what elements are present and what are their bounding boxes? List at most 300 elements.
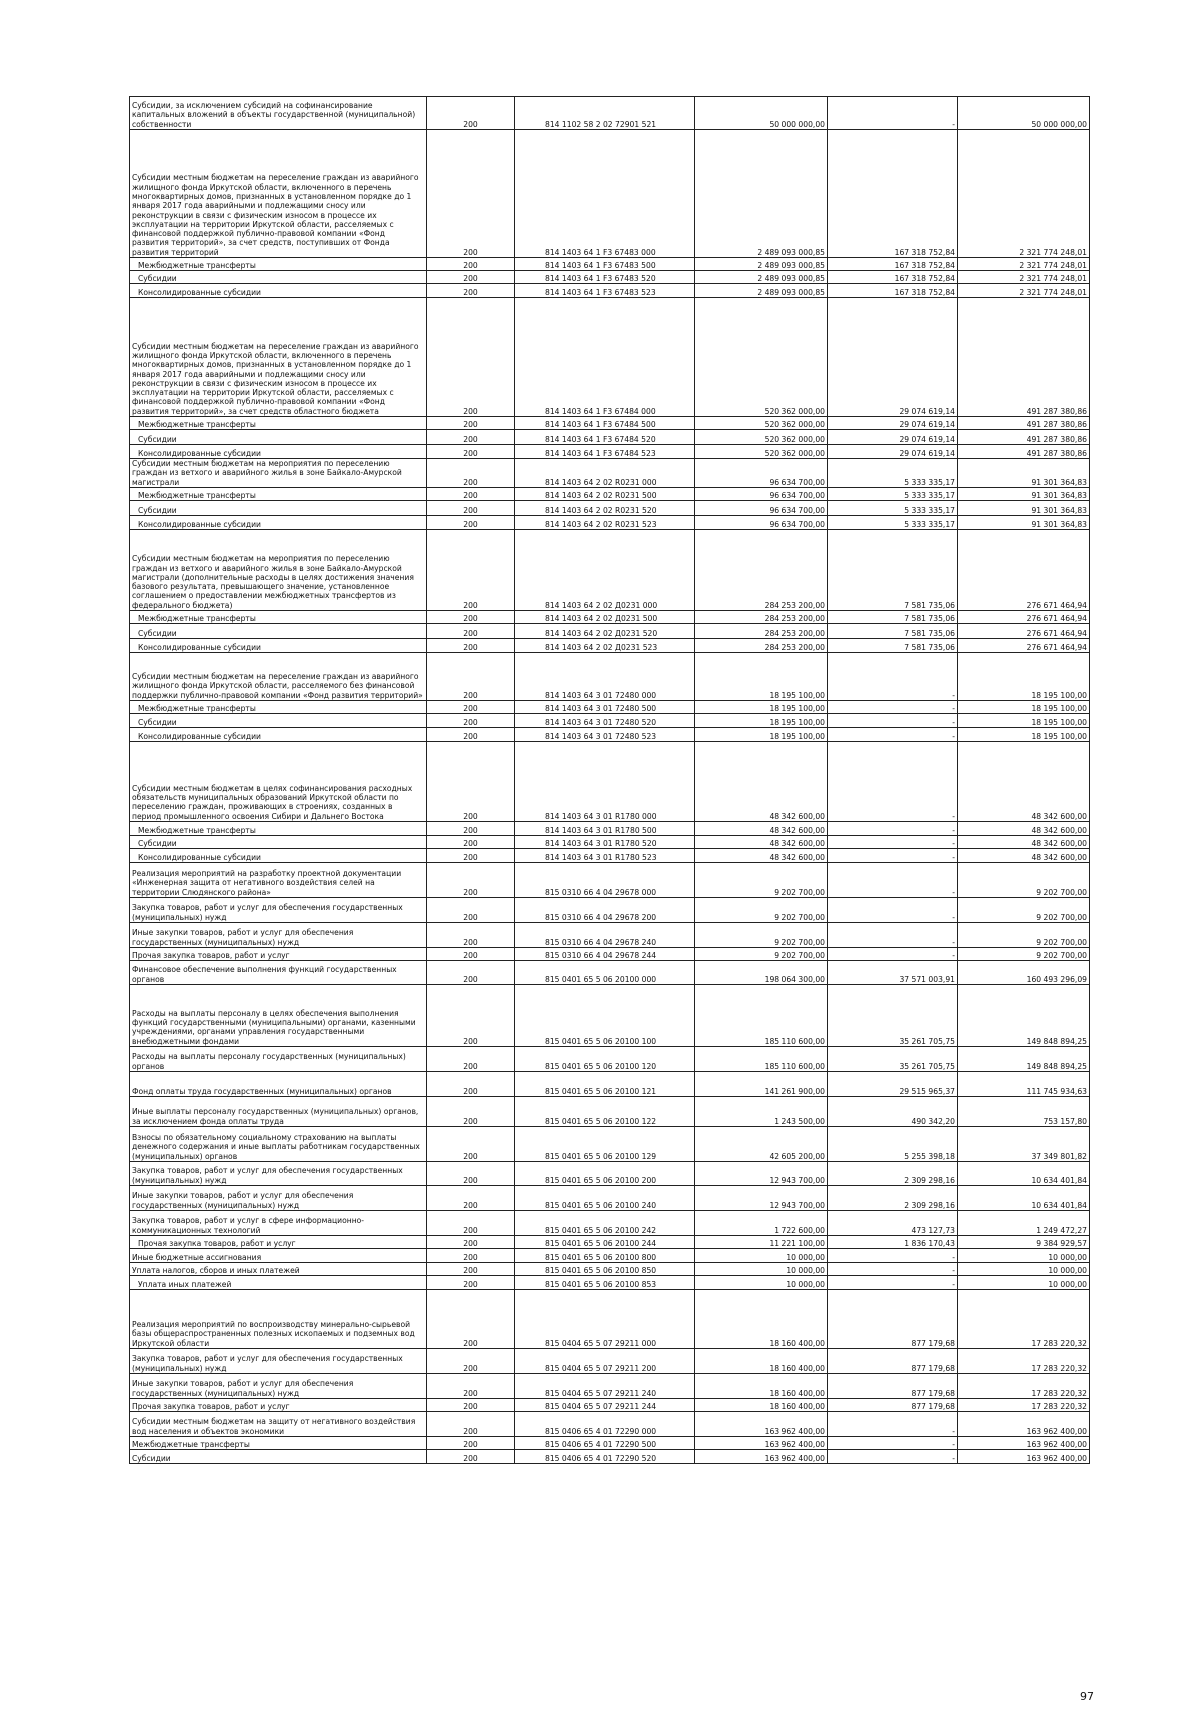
row-executed-amount: 29 074 619,14	[828, 445, 958, 459]
row-budget-classification-code: 814 1102 58 2 02 72901 521	[515, 97, 695, 130]
row-code: 200	[427, 130, 515, 258]
row-code: 200	[427, 1290, 515, 1349]
row-unexecuted-amount: 37 349 801,82	[958, 1127, 1090, 1162]
table-row	[130, 849, 1090, 863]
row-name: Межбюджетные трансферты	[130, 1437, 427, 1450]
row-executed-amount: 5 255 398,18	[828, 1127, 958, 1162]
row-unexecuted-amount: 50 000 000,00	[958, 97, 1090, 130]
row-name: Субсидии	[130, 430, 427, 445]
row-code: 200	[427, 516, 515, 530]
row-executed-amount: 7 581 735,06	[828, 624, 958, 639]
row-name: Реализация мероприятий на разработку проектной документации «Инженерная защита от негативного воздействия селей на территории Слюдянского района»	[130, 863, 427, 898]
table-row	[130, 258, 1090, 271]
row-budget-classification-code: 815 0404 65 5 07 29211 244	[515, 1399, 695, 1412]
row-code: 200	[427, 1399, 515, 1412]
row-code: 200	[427, 1047, 515, 1072]
row-code: 200	[427, 1263, 515, 1276]
row-unexecuted-amount: 10 000,00	[958, 1263, 1090, 1276]
table-row	[130, 948, 1090, 961]
row-code: 200	[427, 298, 515, 417]
row-budget-classification-code: 815 0406 65 4 01 72290 000	[515, 1412, 695, 1437]
row-executed-amount: 877 179,68	[828, 1374, 958, 1399]
row-code: 200	[427, 1349, 515, 1374]
row-unexecuted-amount: 9 384 929,57	[958, 1236, 1090, 1249]
row-approved-amount: 96 634 700,00	[695, 488, 828, 501]
row-code: 200	[427, 530, 515, 611]
row-budget-classification-code: 814 1403 64 1 F3 67484 000	[515, 298, 695, 417]
row-budget-classification-code: 814 1403 64 3 01 72480 500	[515, 701, 695, 714]
row-code: 200	[427, 985, 515, 1047]
row-code: 200	[427, 742, 515, 822]
row-executed-amount: 2 309 298,16	[828, 1186, 958, 1211]
row-name: Прочая закупка товаров, работ и услуг	[130, 948, 427, 961]
row-approved-amount: 284 253 200,00	[695, 611, 828, 624]
row-unexecuted-amount: 17 283 220,32	[958, 1349, 1090, 1374]
table-body	[130, 97, 1090, 1464]
row-name: Субсидии местным бюджетам на мероприятия по переселению граждан из ветхого и аварийного жилья в зоне Байкало-Амурской магистрали (дополнительные расходы в целях достижения значения базового результата, превышающего значение, установленное соглашением о предоставлении межбюджетных трансфертов из федерального бюджета)	[130, 530, 427, 611]
table-row	[130, 653, 1090, 701]
row-unexecuted-amount: 18 195 100,00	[958, 653, 1090, 701]
row-name: Закупка товаров, работ и услуг для обеспечения государственных (муниципальных) нужд	[130, 1349, 427, 1374]
row-budget-classification-code: 814 1403 64 3 01 R1780 523	[515, 849, 695, 863]
row-unexecuted-amount: 491 287 380,86	[958, 430, 1090, 445]
table-row	[130, 516, 1090, 530]
row-unexecuted-amount: 91 301 364,83	[958, 488, 1090, 501]
row-budget-classification-code: 814 1403 64 3 01 72480 000	[515, 653, 695, 701]
row-executed-amount: 1 836 170,43	[828, 1236, 958, 1249]
row-executed-amount: 2 309 298,16	[828, 1162, 958, 1186]
row-name: Межбюджетные трансферты	[130, 417, 427, 430]
row-budget-classification-code: 814 1403 64 2 02 Д0231 520	[515, 624, 695, 639]
row-unexecuted-amount: 18 195 100,00	[958, 701, 1090, 714]
row-executed-amount: -	[828, 742, 958, 822]
row-budget-classification-code: 815 0310 66 4 04 29678 244	[515, 948, 695, 961]
row-unexecuted-amount: 17 283 220,32	[958, 1374, 1090, 1399]
row-unexecuted-amount: 18 195 100,00	[958, 728, 1090, 742]
row-code: 200	[427, 501, 515, 516]
row-code: 200	[427, 1186, 515, 1211]
row-approved-amount: 12 943 700,00	[695, 1186, 828, 1211]
row-executed-amount: -	[828, 923, 958, 948]
row-name: Фонд оплаты труда государственных (муниципальных) органов	[130, 1072, 427, 1097]
row-executed-amount: -	[828, 822, 958, 836]
row-name: Закупка товаров, работ и услуг для обеспечения государственных (муниципальных) нужд	[130, 1162, 427, 1186]
table-row	[130, 1374, 1090, 1399]
row-budget-classification-code: 815 0404 65 5 07 29211 200	[515, 1349, 695, 1374]
row-name: Уплата налогов, сборов и иных платежей	[130, 1263, 427, 1276]
row-budget-classification-code: 814 1403 64 2 02 R0231 000	[515, 459, 695, 488]
row-budget-classification-code: 814 1403 64 1 F3 67484 500	[515, 417, 695, 430]
table-row	[130, 863, 1090, 898]
table-row	[130, 1249, 1090, 1263]
row-approved-amount: 2 489 093 000,85	[695, 130, 828, 258]
row-unexecuted-amount: 276 671 464,94	[958, 530, 1090, 611]
row-executed-amount: 473 127,73	[828, 1211, 958, 1236]
row-approved-amount: 42 605 200,00	[695, 1127, 828, 1162]
row-budget-classification-code: 814 1403 64 2 02 R0231 500	[515, 488, 695, 501]
table-row	[130, 624, 1090, 639]
row-name: Межбюджетные трансферты	[130, 258, 427, 271]
table-row	[130, 1349, 1090, 1374]
row-executed-amount: 877 179,68	[828, 1349, 958, 1374]
row-approved-amount: 96 634 700,00	[695, 516, 828, 530]
row-executed-amount: -	[828, 948, 958, 961]
table-row	[130, 923, 1090, 948]
row-name: Субсидии местным бюджетам в целях софинансирования расходных обязательств муниципальных образований Иркутской области по переселению граждан, проживающих в строениях, созданных в период промышленного освоения Сибири и Дальнего Востока	[130, 742, 427, 822]
row-budget-classification-code: 815 0401 65 5 06 20100 244	[515, 1236, 695, 1249]
row-unexecuted-amount: 17 283 220,32	[958, 1290, 1090, 1349]
row-executed-amount: 35 261 705,75	[828, 985, 958, 1047]
budget-execution-table	[129, 96, 1090, 1464]
row-budget-classification-code: 815 0401 65 5 06 20100 122	[515, 1097, 695, 1127]
row-name: Субсидии	[130, 624, 427, 639]
row-unexecuted-amount: 491 287 380,86	[958, 445, 1090, 459]
row-approved-amount: 50 000 000,00	[695, 97, 828, 130]
row-approved-amount: 18 195 100,00	[695, 728, 828, 742]
budget-report-page	[129, 96, 1089, 1464]
row-name: Консолидированные субсидии	[130, 284, 427, 298]
row-executed-amount: 7 581 735,06	[828, 530, 958, 611]
row-approved-amount: 198 064 300,00	[695, 961, 828, 985]
table-row	[130, 1263, 1090, 1276]
table-row	[130, 742, 1090, 822]
row-budget-classification-code: 815 0310 66 4 04 29678 000	[515, 863, 695, 898]
row-name: Иные закупки товаров, работ и услуг для обеспечения государственных (муниципальных) нужд	[130, 1186, 427, 1211]
row-budget-classification-code: 815 0401 65 5 06 20100 000	[515, 961, 695, 985]
row-executed-amount: -	[828, 898, 958, 923]
row-name: Иные бюджетные ассигнования	[130, 1249, 427, 1263]
row-unexecuted-amount: 9 202 700,00	[958, 898, 1090, 923]
row-code: 200	[427, 1211, 515, 1236]
row-executed-amount: 29 515 965,37	[828, 1072, 958, 1097]
row-unexecuted-amount: 48 342 600,00	[958, 742, 1090, 822]
row-executed-amount: 490 342,20	[828, 1097, 958, 1127]
row-code: 200	[427, 653, 515, 701]
row-unexecuted-amount: 10 000,00	[958, 1249, 1090, 1263]
row-unexecuted-amount: 91 301 364,83	[958, 459, 1090, 488]
table-row	[130, 488, 1090, 501]
table-row	[130, 1276, 1090, 1290]
row-name: Расходы на выплаты персоналу в целях обеспечения выполнения функций государственными (муниципальными) органами, казенными учреждениями, органами управления государственными внебюджетными фондами	[130, 985, 427, 1047]
row-code: 200	[427, 961, 515, 985]
row-approved-amount: 48 342 600,00	[695, 836, 828, 849]
row-approved-amount: 163 962 400,00	[695, 1437, 828, 1450]
row-budget-classification-code: 814 1403 64 3 01 72480 523	[515, 728, 695, 742]
table-row	[130, 1162, 1090, 1186]
row-budget-classification-code: 814 1403 64 1 F3 67483 500	[515, 258, 695, 271]
row-code: 200	[427, 417, 515, 430]
row-unexecuted-amount: 276 671 464,94	[958, 611, 1090, 624]
row-budget-classification-code: 815 0401 65 5 06 20100 800	[515, 1249, 695, 1263]
row-unexecuted-amount: 9 202 700,00	[958, 863, 1090, 898]
row-approved-amount: 9 202 700,00	[695, 863, 828, 898]
row-unexecuted-amount: 160 493 296,09	[958, 961, 1090, 985]
row-code: 200	[427, 639, 515, 653]
table-row	[130, 1211, 1090, 1236]
row-code: 200	[427, 445, 515, 459]
row-approved-amount: 9 202 700,00	[695, 948, 828, 961]
row-executed-amount: -	[828, 1263, 958, 1276]
row-name: Межбюджетные трансферты	[130, 822, 427, 836]
row-unexecuted-amount: 1 249 472,27	[958, 1211, 1090, 1236]
row-executed-amount: -	[828, 849, 958, 863]
row-code: 200	[427, 430, 515, 445]
row-code: 200	[427, 1450, 515, 1464]
table-row	[130, 714, 1090, 728]
row-approved-amount: 520 362 000,00	[695, 417, 828, 430]
table-row	[130, 1236, 1090, 1249]
row-budget-classification-code: 815 0401 65 5 06 20100 129	[515, 1127, 695, 1162]
row-code: 200	[427, 714, 515, 728]
row-executed-amount: 7 581 735,06	[828, 639, 958, 653]
row-approved-amount: 520 362 000,00	[695, 430, 828, 445]
table-row	[130, 284, 1090, 298]
row-name: Консолидированные субсидии	[130, 516, 427, 530]
row-budget-classification-code: 815 0310 66 4 04 29678 200	[515, 898, 695, 923]
row-name: Субсидии местным бюджетам на переселение граждан из аварийного жилищного фонда Иркутской области, расселяемого без финансовой поддержки публично-правовой компании «Фонд развития территорий»	[130, 653, 427, 701]
row-unexecuted-amount: 276 671 464,94	[958, 624, 1090, 639]
row-code: 200	[427, 459, 515, 488]
row-budget-classification-code: 815 0401 65 5 06 20100 240	[515, 1186, 695, 1211]
row-approved-amount: 2 489 093 000,85	[695, 258, 828, 271]
row-unexecuted-amount: 753 157,80	[958, 1097, 1090, 1127]
row-name: Субсидии, за исключением субсидий на софинансирование капитальных вложений в объекты государственной (муниципальной) собственности	[130, 97, 427, 130]
row-executed-amount: 29 074 619,14	[828, 417, 958, 430]
row-code: 200	[427, 836, 515, 849]
row-name: Уплата иных платежей	[130, 1276, 427, 1290]
row-approved-amount: 18 160 400,00	[695, 1399, 828, 1412]
row-executed-amount: 29 074 619,14	[828, 298, 958, 417]
table-row	[130, 430, 1090, 445]
row-unexecuted-amount: 149 848 894,25	[958, 985, 1090, 1047]
row-approved-amount: 18 160 400,00	[695, 1290, 828, 1349]
row-budget-classification-code: 814 1403 64 1 F3 67483 523	[515, 284, 695, 298]
row-approved-amount: 9 202 700,00	[695, 898, 828, 923]
row-approved-amount: 2 489 093 000,85	[695, 271, 828, 284]
table-row	[130, 1097, 1090, 1127]
row-unexecuted-amount: 18 195 100,00	[958, 714, 1090, 728]
row-budget-classification-code: 814 1403 64 1 F3 67483 000	[515, 130, 695, 258]
row-budget-classification-code: 815 0401 65 5 06 20100 200	[515, 1162, 695, 1186]
row-name: Закупка товаров, работ и услуг в сфере информационно-коммуникационных технологий	[130, 1211, 427, 1236]
row-code: 200	[427, 488, 515, 501]
row-approved-amount: 284 253 200,00	[695, 639, 828, 653]
row-executed-amount: -	[828, 97, 958, 130]
table-row	[130, 1412, 1090, 1437]
row-code: 200	[427, 1249, 515, 1263]
row-executed-amount: -	[828, 1276, 958, 1290]
row-executed-amount: -	[828, 653, 958, 701]
row-code: 200	[427, 948, 515, 961]
table-row	[130, 1186, 1090, 1211]
row-budget-classification-code: 814 1403 64 2 02 R0231 520	[515, 501, 695, 516]
row-executed-amount: 877 179,68	[828, 1290, 958, 1349]
row-approved-amount: 284 253 200,00	[695, 530, 828, 611]
table-row	[130, 130, 1090, 258]
row-code: 200	[427, 1097, 515, 1127]
row-code: 200	[427, 1437, 515, 1450]
table-row	[130, 445, 1090, 459]
row-code: 200	[427, 1236, 515, 1249]
table-row	[130, 1450, 1090, 1464]
row-approved-amount: 185 110 600,00	[695, 1047, 828, 1072]
row-budget-classification-code: 814 1403 64 2 02 R0231 523	[515, 516, 695, 530]
row-executed-amount: 5 333 335,17	[828, 459, 958, 488]
row-approved-amount: 18 195 100,00	[695, 701, 828, 714]
row-budget-classification-code: 815 0401 65 5 06 20100 850	[515, 1263, 695, 1276]
row-budget-classification-code: 814 1403 64 1 F3 67483 520	[515, 271, 695, 284]
row-executed-amount: -	[828, 1437, 958, 1450]
row-code: 200	[427, 898, 515, 923]
row-budget-classification-code: 814 1403 64 3 01 72480 520	[515, 714, 695, 728]
table-row	[130, 985, 1090, 1047]
row-name: Субсидии	[130, 501, 427, 516]
row-name: Иные выплаты персоналу государственных (муниципальных) органов, за исключением фонда оплаты труда	[130, 1097, 427, 1127]
row-code: 200	[427, 1374, 515, 1399]
row-budget-classification-code: 814 1403 64 2 02 Д0231 000	[515, 530, 695, 611]
row-approved-amount: 9 202 700,00	[695, 923, 828, 948]
table-row	[130, 459, 1090, 488]
row-budget-classification-code: 814 1403 64 3 01 R1780 520	[515, 836, 695, 849]
table-row	[130, 1072, 1090, 1097]
row-executed-amount: 167 318 752,84	[828, 258, 958, 271]
row-name: Закупка товаров, работ и услуг для обеспечения государственных (муниципальных) нужд	[130, 898, 427, 923]
row-unexecuted-amount: 2 321 774 248,01	[958, 271, 1090, 284]
row-unexecuted-amount: 163 962 400,00	[958, 1412, 1090, 1437]
row-unexecuted-amount: 10 000,00	[958, 1276, 1090, 1290]
row-executed-amount: 35 261 705,75	[828, 1047, 958, 1072]
row-approved-amount: 10 000,00	[695, 1263, 828, 1276]
row-name: Консолидированные субсидии	[130, 639, 427, 653]
row-name: Взносы по обязательному социальному страхованию на выплаты денежного содержания и иные выплаты работникам государственных (муниципальных) органов	[130, 1127, 427, 1162]
page-number: 97	[1080, 1690, 1094, 1703]
row-executed-amount: -	[828, 728, 958, 742]
row-name: Субсидии местным бюджетам на переселение граждан из аварийного жилищного фонда Иркутской области, включенного в перечень многоквартирных домов, признанных в установленном порядке до 1 января 2017 года аварийными и подлежащими сносу или реконструкции в связи с физическим износом в процессе их эксплуатации на территории Иркутской области, расселяемых с финансовой поддержкой публично-правовой компании «Фонд развития территорий», за счет средств, поступивших от Фонда развития территорий	[130, 130, 427, 258]
row-code: 200	[427, 1072, 515, 1097]
row-code: 200	[427, 728, 515, 742]
row-name: Межбюджетные трансферты	[130, 611, 427, 624]
table-row	[130, 1437, 1090, 1450]
table-row	[130, 1127, 1090, 1162]
table-row	[130, 271, 1090, 284]
row-approved-amount: 18 160 400,00	[695, 1349, 828, 1374]
row-approved-amount: 18 195 100,00	[695, 714, 828, 728]
row-unexecuted-amount: 2 321 774 248,01	[958, 284, 1090, 298]
table-row	[130, 898, 1090, 923]
row-approved-amount: 520 362 000,00	[695, 445, 828, 459]
row-executed-amount: -	[828, 836, 958, 849]
table-row	[130, 822, 1090, 836]
row-budget-classification-code: 815 0401 65 5 06 20100 242	[515, 1211, 695, 1236]
table-row	[130, 298, 1090, 417]
row-code: 200	[427, 849, 515, 863]
row-budget-classification-code: 815 0401 65 5 06 20100 120	[515, 1047, 695, 1072]
row-executed-amount: 7 581 735,06	[828, 611, 958, 624]
row-budget-classification-code: 814 1403 64 2 02 Д0231 500	[515, 611, 695, 624]
table-row	[130, 639, 1090, 653]
row-approved-amount: 141 261 900,00	[695, 1072, 828, 1097]
row-name: Субсидии	[130, 271, 427, 284]
row-unexecuted-amount: 163 962 400,00	[958, 1450, 1090, 1464]
row-approved-amount: 185 110 600,00	[695, 985, 828, 1047]
row-approved-amount: 10 000,00	[695, 1276, 828, 1290]
row-approved-amount: 10 000,00	[695, 1249, 828, 1263]
row-approved-amount: 1 243 500,00	[695, 1097, 828, 1127]
row-approved-amount: 18 195 100,00	[695, 653, 828, 701]
row-executed-amount: 37 571 003,91	[828, 961, 958, 985]
row-budget-classification-code: 815 0310 66 4 04 29678 240	[515, 923, 695, 948]
row-unexecuted-amount: 17 283 220,32	[958, 1399, 1090, 1412]
row-unexecuted-amount: 491 287 380,86	[958, 298, 1090, 417]
row-approved-amount: 2 489 093 000,85	[695, 284, 828, 298]
row-name: Прочая закупка товаров, работ и услуг	[130, 1236, 427, 1249]
row-executed-amount: -	[828, 701, 958, 714]
table-row	[130, 701, 1090, 714]
row-approved-amount: 48 342 600,00	[695, 822, 828, 836]
row-approved-amount: 48 342 600,00	[695, 849, 828, 863]
row-approved-amount: 163 962 400,00	[695, 1412, 828, 1437]
row-unexecuted-amount: 48 342 600,00	[958, 836, 1090, 849]
row-name: Консолидированные субсидии	[130, 445, 427, 459]
row-name: Финансовое обеспечение выполнения функций государственных органов	[130, 961, 427, 985]
row-approved-amount: 96 634 700,00	[695, 459, 828, 488]
row-executed-amount: 5 333 335,17	[828, 516, 958, 530]
row-unexecuted-amount: 111 745 934,63	[958, 1072, 1090, 1097]
row-unexecuted-amount: 2 321 774 248,01	[958, 130, 1090, 258]
row-code: 200	[427, 1162, 515, 1186]
row-name: Межбюджетные трансферты	[130, 701, 427, 714]
row-budget-classification-code: 814 1403 64 3 01 R1780 000	[515, 742, 695, 822]
row-name: Субсидии местным бюджетам на защиту от негативного воздействия вод населения и объектов экономики	[130, 1412, 427, 1437]
row-approved-amount: 1 722 600,00	[695, 1211, 828, 1236]
row-name: Иные закупки товаров, работ и услуг для обеспечения государственных (муниципальных) нужд	[130, 1374, 427, 1399]
row-executed-amount: 5 333 335,17	[828, 488, 958, 501]
row-approved-amount: 520 362 000,00	[695, 298, 828, 417]
row-executed-amount: 167 318 752,84	[828, 130, 958, 258]
row-executed-amount: 167 318 752,84	[828, 284, 958, 298]
row-executed-amount: -	[828, 863, 958, 898]
row-executed-amount: -	[828, 1450, 958, 1464]
row-code: 200	[427, 822, 515, 836]
row-unexecuted-amount: 91 301 364,83	[958, 516, 1090, 530]
row-budget-classification-code: 815 0404 65 5 07 29211 000	[515, 1290, 695, 1349]
row-code: 200	[427, 271, 515, 284]
table-row	[130, 1290, 1090, 1349]
row-unexecuted-amount: 48 342 600,00	[958, 822, 1090, 836]
row-name: Субсидии	[130, 836, 427, 849]
row-code: 200	[427, 1412, 515, 1437]
row-unexecuted-amount: 276 671 464,94	[958, 639, 1090, 653]
row-code: 200	[427, 923, 515, 948]
row-executed-amount: -	[828, 714, 958, 728]
table-row	[130, 1399, 1090, 1412]
row-approved-amount: 12 943 700,00	[695, 1162, 828, 1186]
row-code: 200	[427, 624, 515, 639]
row-code: 200	[427, 611, 515, 624]
row-code: 200	[427, 284, 515, 298]
row-approved-amount: 96 634 700,00	[695, 501, 828, 516]
table-row	[130, 728, 1090, 742]
row-name: Иные закупки товаров, работ и услуг для обеспечения государственных (муниципальных) нужд	[130, 923, 427, 948]
row-budget-classification-code: 815 0401 65 5 06 20100 121	[515, 1072, 695, 1097]
row-budget-classification-code: 815 0406 65 4 01 72290 520	[515, 1450, 695, 1464]
row-name: Прочая закупка товаров, работ и услуг	[130, 1399, 427, 1412]
row-approved-amount: 163 962 400,00	[695, 1450, 828, 1464]
row-unexecuted-amount: 91 301 364,83	[958, 501, 1090, 516]
row-name: Субсидии	[130, 714, 427, 728]
row-unexecuted-amount: 10 634 401,84	[958, 1186, 1090, 1211]
row-name: Субсидии местным бюджетам на переселение граждан из аварийного жилищного фонда Иркутской области, включенного в перечень многоквартирных домов, признанных в установленном порядке до 1 января 2017 года аварийными и подлежащими сносу или реконструкции в связи с физическим износом в процессе их эксплуатации на территории Иркутской области, расселяемых с финансовой поддержкой публично-правовой компании «Фонд развития территорий», за счет средств областного бюджета	[130, 298, 427, 417]
